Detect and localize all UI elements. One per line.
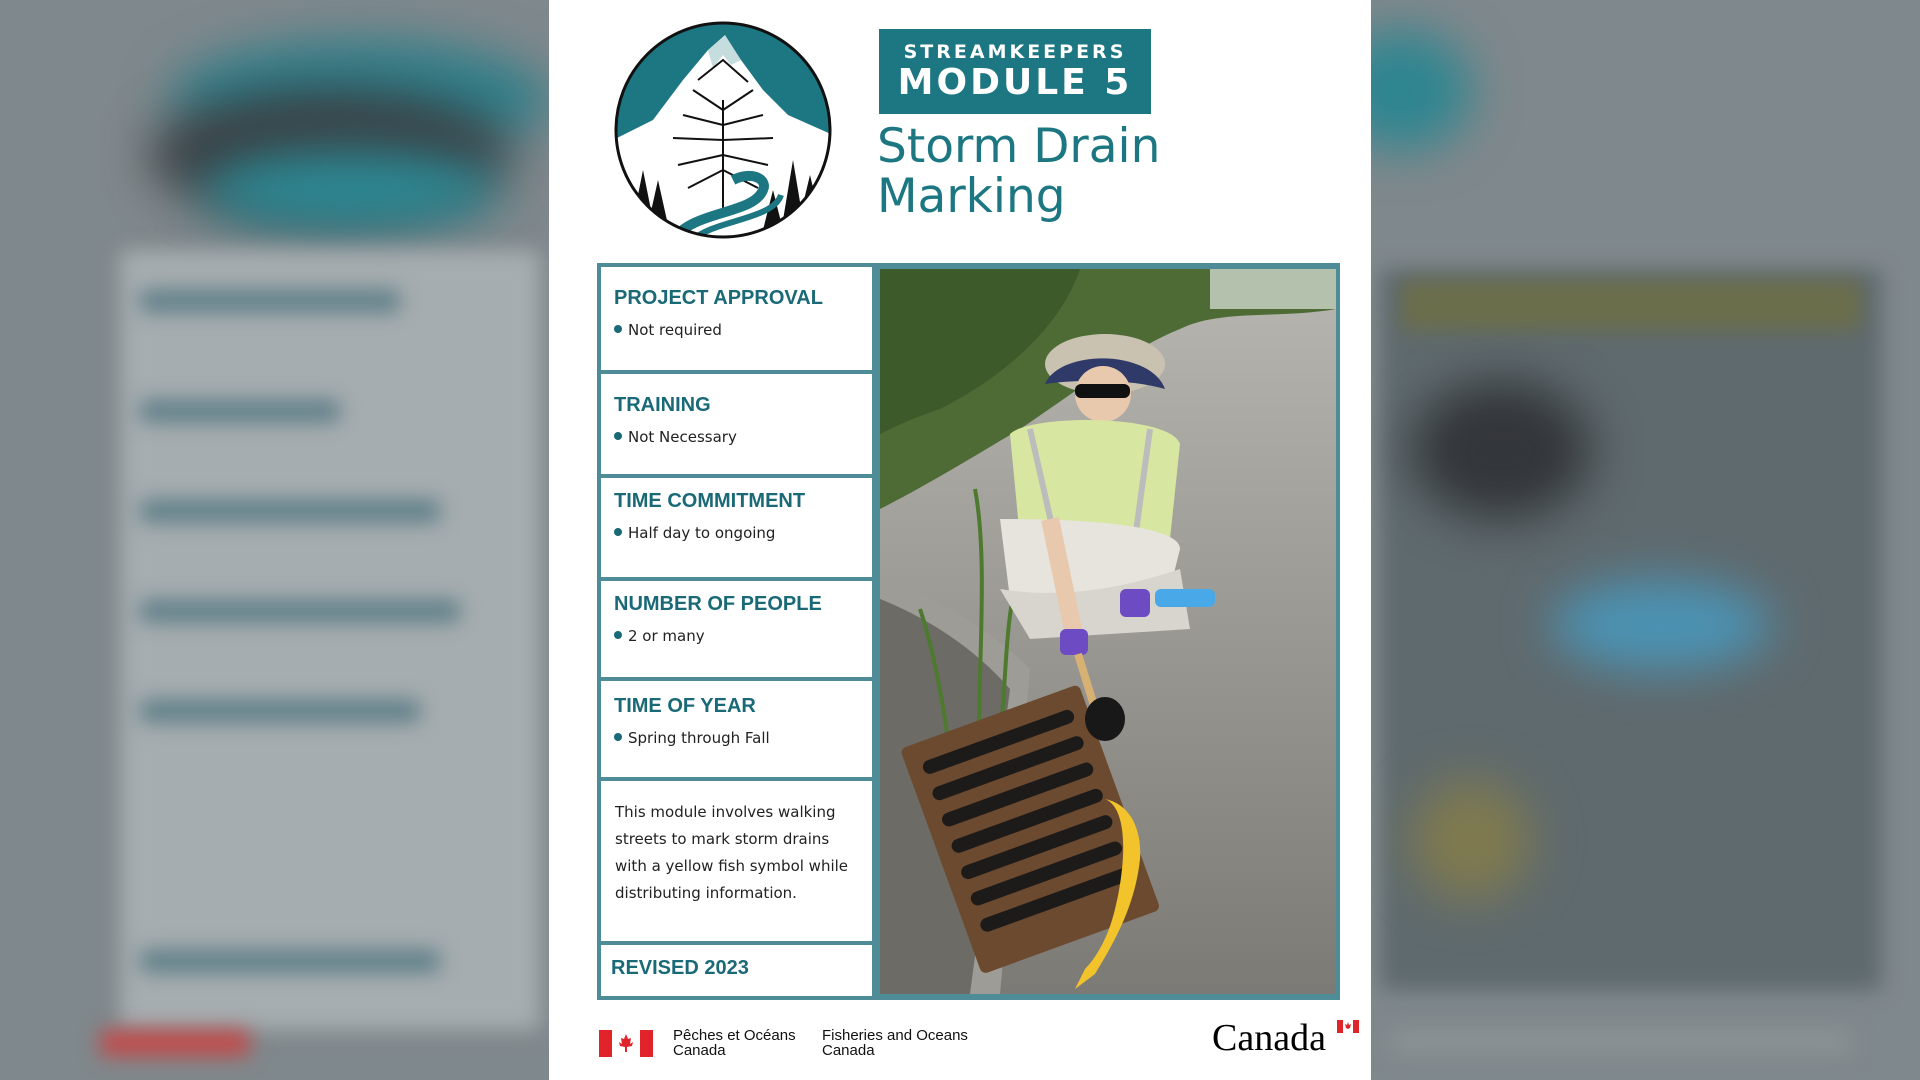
info-column <box>601 267 872 996</box>
section-value: Not required <box>614 321 722 339</box>
section-heading: TRAINING <box>614 394 711 416</box>
page-title <box>877 119 1207 224</box>
wordmark-flag-icon <box>1337 1020 1359 1033</box>
info-frame <box>597 263 1340 1000</box>
canada-wordmark: Canada <box>1212 1017 1326 1059</box>
title-line-2: Marking <box>877 169 1066 224</box>
section-heading: NUMBER OF PEOPLE <box>614 593 822 615</box>
section-heading: TIME COMMITMENT <box>614 490 806 512</box>
section-training <box>601 374 872 474</box>
department-name-english: Fisheries and Oceans Canada <box>822 1027 968 1059</box>
bullet-icon <box>614 733 622 741</box>
section-value: Not Necessary <box>614 428 737 446</box>
revised-label: REVISED 2023 <box>611 957 749 979</box>
revision-cell <box>601 945 872 996</box>
canada-flag-icon <box>599 1030 653 1057</box>
department-name-french: Pêches et Océans Canada <box>673 1027 796 1059</box>
photo-illustration <box>880 269 1336 994</box>
volunteer-photo <box>880 269 1336 994</box>
section-number-of-people <box>601 581 872 677</box>
description-text: This module involves walking streets to mark storm drains with a yellow fish symbol while distributing information. <box>615 803 849 902</box>
bullet-icon <box>614 432 622 440</box>
document-page <box>549 0 1371 1080</box>
bullet-icon <box>614 631 622 639</box>
section-project-approval <box>601 267 872 370</box>
section-time-of-year <box>601 681 872 777</box>
section-heading: PROJECT APPROVAL <box>614 287 823 309</box>
blurred-background-right <box>1371 0 1920 1080</box>
module-label: MODULE 5 <box>897 62 1133 103</box>
bullet-icon <box>614 528 622 536</box>
bullet-icon <box>614 325 622 333</box>
streamkeepers-logo <box>613 20 833 240</box>
title-line-1: Storm Drain <box>877 119 1161 174</box>
section-time-commitment <box>601 478 872 577</box>
module-description <box>601 781 872 941</box>
section-value: Half day to ongoing <box>614 524 775 542</box>
section-value: Spring through Fall <box>614 729 770 747</box>
blurred-background-left <box>0 0 549 1080</box>
module-badge <box>879 29 1151 114</box>
series-label: STREAMKEEPERS <box>903 41 1127 63</box>
section-value: 2 or many <box>614 627 705 645</box>
section-heading: TIME OF YEAR <box>614 695 756 717</box>
